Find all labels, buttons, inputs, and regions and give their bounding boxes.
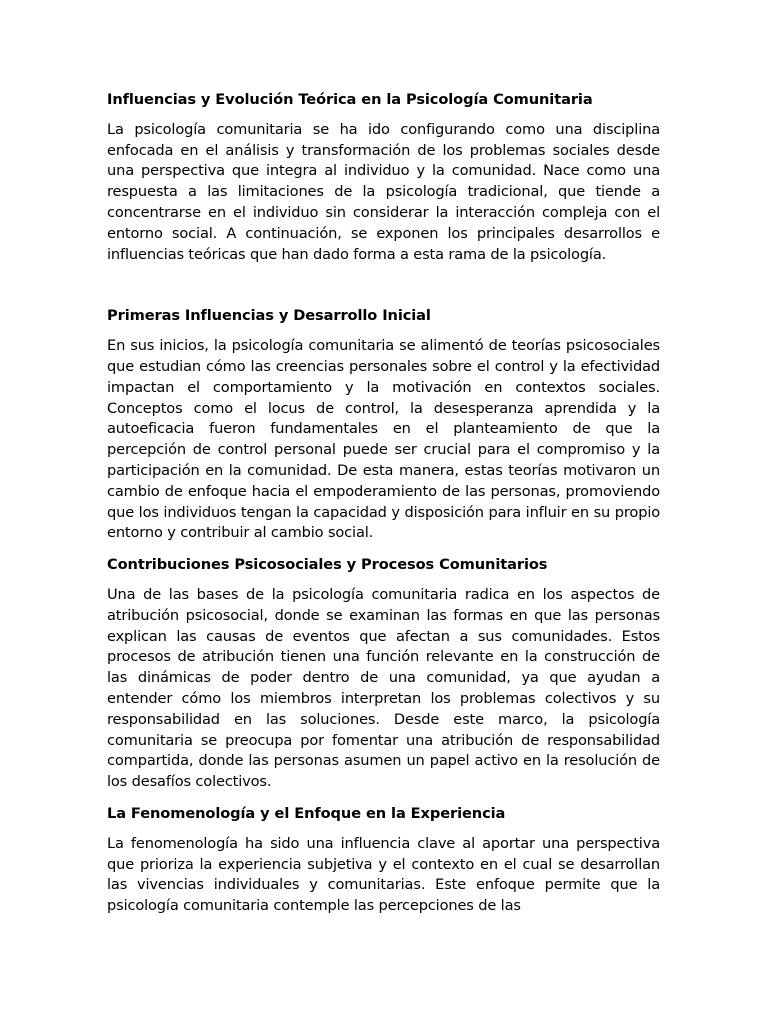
section-heading-primeras-influencias: Primeras Influencias y Desarrollo Inicial xyxy=(107,307,431,325)
section-paragraph-influencias: La psicología comunitaria se ha ido configurando como una disciplina enfocada en el análisis y transformación de los problemas sociales desde una perspectiva que integra al individuo y la comunidad. Nace como una respuesta a las limitaciones de la psicología tradicional, que tiende a concentrarse en el individuo sin considerar la interacción compleja con el entorno social. A continuación, se exponen los principales desarrollos e influencias teóricas que han dado forma a esta rama de la psicología. xyxy=(107,120,660,263)
section-paragraph-contribuciones: Una de las bases de la psicología comunitaria radica en los aspectos de atribución psicosocial, donde se examinan las formas en que las personas explican las causas de eventos que afectan a sus comunidades. Estos procesos de atribución tienen una función relevante en la construcción de las dinámicas de poder dentro de una comunidad, ya que ayudan a entender cómo los miembros interpretan los problemas colectivos y su responsabilidad en las soluciones. Desde este marco, la psicología comunitaria se preocupa por fomentar una atribución de responsabilidad compartida, donde las personas asumen un papel activo en la resolución de los desafíos colectivos. xyxy=(107,585,660,791)
section-spacer xyxy=(107,265,660,306)
section-heading-fenomenologia: La Fenomenología y el Enfoque en la Experiencia xyxy=(107,804,506,822)
section-spacer xyxy=(107,544,660,555)
section-paragraph-primeras-influencias: En sus inicios, la psicología comunitaria se alimentó de teorías psicosociales que estudian cómo las creencias personales sobre el control y la efectividad impactan el comportamiento y la motivación en contextos sociales. Conceptos como el locus de control, la desesperanza aprendida y la autoeficacia fueron fundamentales en el planteamiento de que la percepción de control personal puede ser crucial para el compromiso y la participación en la comunidad. De esta manera, estas teorías motivaron un cambio de enfoque hacia el empoderamiento de las personas, promoviendo que los individuos tengan la capacidad y disposición para influir en su propio entorno y contribuir al cambio social. xyxy=(107,337,660,542)
section-spacer xyxy=(107,793,660,804)
document-page xyxy=(107,90,660,917)
section-heading-influencias: Influencias y Evolución Teórica en la Psicología Comunitaria xyxy=(107,91,593,108)
section-paragraph-fenomenologia: La fenomenología ha sido una influencia clave al aportar una perspectiva que prioriza la experiencia subjetiva y el contexto en el cual se desarrollan las vivencias individuales y comunitarias. Este enfoque permite que la psicología comunitaria contemple las percepciones de las xyxy=(107,834,660,915)
section-heading-contribuciones: Contribuciones Psicosociales y Procesos Comunitarios xyxy=(107,556,548,574)
